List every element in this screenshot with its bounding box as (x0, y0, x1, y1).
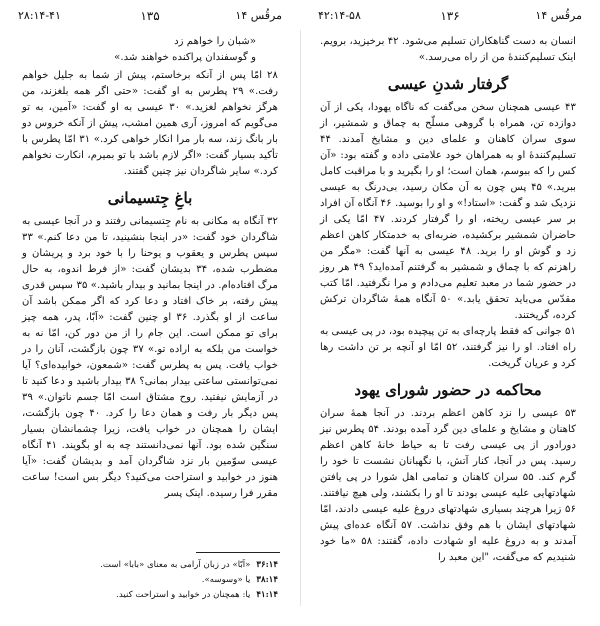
footnote-text: یا: همچنان در خوابید و استراحت کنید. (116, 590, 251, 600)
footnote-ref: ۳۸:۱۴ (256, 575, 278, 585)
paragraph: ۲۸ امّا پس از آنکه برخاستم، پیش از شما به جلیل خواهم رفت.» ۲۹ پطرس به او گفت: «حتی اگر همه بلغزند، من هرگز نخواهم لغزید.» ۳۰ عیسی به او گفت: «آمین، به تو می‌گویم که امروز، آری همین امشب، پیش از آنکه خروس دو بار بانگ زند، سه بار مرا انکار خواهی کرد.» ۳۱ امّا پطرس با تأکید بسیار گفت: «اگر لازم باشد با تو بمیرم، انکارت نخواهم کرد.» سایر شاگردان نیز چنین گفتند. (22, 70, 279, 177)
quoted-poem (22, 34, 278, 66)
footnote (22, 588, 278, 603)
footnote (22, 573, 278, 588)
left-running-head (18, 7, 282, 27)
paragraph: ۴۳ عیسی همچنان سخن می‌گفت که ناگاه یهودا، یکی از آن دوازده تن، همراه با گروهی مسلّح به چماق و شمشیر، از سوی سران کاهنان و علمای دین و مشایخ آمدند. ۴۴ تسلیم‌کنندهٔ او به همراهان خود علامتی داده و گفته بود: «آن کس را که ببوسم، همان است؛ او را بگیرید و با مراقبت کامل ببرید.» ۴۵ پس چون به آن مکان رسید، بی‌درنگ به عیسی نزدیک شد و گفت: «استاد!» و او را بوسید. ۴۶ آنگاه آن افراد بر سر عیسی ریخته، او را گرفتار کردند. ۴۷ امّا یکی از حاضران شمشیر برکشیده، ضربه‌ای به خدمتکار کاهن اعظم زد و گوش او را برید. ۴۸ عیسی به آنها گفت: «مگر من راهزنم که با چماق و شمشیر به گرفتنم آمده‌اید؟ ۴۹ هر روز در حضور شما در معبد تعلیم می‌دادم و مرا نگرفتید. امّا کتب مقدّس می‌باید تحقق یابد.» ۵۰ آنگاه همهٔ شاگردان ترکش کرده، گریختند. (320, 102, 577, 321)
footnotes (22, 558, 278, 603)
right-header-title: مرقُس ۱۴ (535, 9, 582, 22)
paragraph: ۳۲ آنگاه به مکانی به نام جِتسیمانی رفتند و در آنجا عیسی به شاگردان خود گفت: «در اینجا بنشینید، تا من دعا کنم.» ۳۳ سپس پطرس و یعقوب و یوحنا را با خود برد و پریشان و مضطرب شده، ۳۴ بدیشان گفت: «از فرط اندوه، به حال مرگ افتاده‌ام. در اینجا بمانید و بیدار باشید.» ۳۵ سپس قدری پیش رفته، بر خاک افتاد و دعا کرد که اگر ممکن باشد آن ساعت از او بگذرد. ۳۶ او چنین گفت: «اَبّا، پدر، همه چیز برای تو ممکن است. این جام را از من دور کن، امّا نه به خواست من بلکه به اراده تو.» ۳۷ چون بازگشت، آنان را در خواب یافت. پس به پطرس گفت: «شمعون، خوابیده‌ای؟ آیا نمی‌توانستی ساعتی بیدار بمانی؟ ۳۸ بیدار باشید و دعا کنید تا در آزمایش نیفتید. روح مشتاق است امّا جسم ناتوان.» ۳۹ پس دیگر بار رفت و همان دعا را کرد. ۴۰ چون بازگشت، ایشان را همچنان در خواب یافت، زیرا چشمانشان بسیار سنگین شده بود. آنها نمی‌دانستند چه به او بگویند. ۴۱ آنگاه عیسی سوّمین بار نزد شاگردان آمد و بدیشان گفت: «آیا هنوز در خوابید و استراحت می‌کنید؟ دیگر بس است! ساعت مقرر فرا رسیده. اینک پسر (22, 216, 278, 499)
left-header-title: مرقُس ۱۴ (235, 9, 282, 22)
footnote-text: «اَبّا» در زبان آرامی به معنای «بابا» است. (100, 560, 251, 570)
paragraph: ۵۳ عیسی را نزد کاهن اعظم بردند. در آنجا همهٔ سران کاهنان و مشایخ و علمای دین گرد آمده بودند. ۵۴ پطرس نیز دورادور از پی عیسی رفت تا به حیاط خانهٔ کاهن اعظم رسید. پس در آنجا، کنار آتش، با نگهبانان نشست تا خود را گرم کند. ۵۵ سران کاهنان و تمامی اهل شورا در پی یافتن شهادتهایی علیه عیسی بودند تا او را بکشند، ولی هیچ نیافتند. ۵۶ زیرا هرچند بسیاری شهادتهای دروغ علیه عیسی دادند، امّا شهادتهای ایشان با هم وفق نداشت. ۵۷ آنگاه عده‌ای پیش آمدند و به دروغ علیه او شهادت داده، گفتند: ۵۸ «ما خود شنیدیم که می‌گفت، "این معبد را (320, 408, 577, 563)
section-heading: گرفتار شدنِ عیسی (387, 75, 509, 93)
footnote-rule (196, 552, 280, 553)
right-text-column (320, 34, 576, 566)
right-header-reference: ۴۲:۱۴-۵۸ (318, 9, 361, 22)
paragraph: انسان به دست گناهکاران تسلیم می‌شود. ۴۲ برخیزید، برویم. اینک تسلیم‌کنندهٔ من از راه می‌رسد.» (320, 36, 576, 63)
poem-line: و گوسفندان پراکنده خواهند شد.» (114, 52, 256, 63)
paragraph: ۵۱ جوانی که فقط پارچه‌ای به تن پیچیده بود، در پی عیسی به راه افتاد. او را نیز گرفتند، ۵۲ امّا او آنچه بر تن داشت رها کرد و عریان گریخت. (320, 326, 576, 369)
right-page (300, 0, 600, 626)
poem-line: «شبان را خواهم زد (174, 36, 256, 47)
section-heading: باغِ جِتسیمانی (107, 189, 193, 207)
section-heading: محاکمه در حضور شورای یهود (354, 381, 542, 399)
footnote (22, 558, 278, 573)
footnote-ref: ۳۶:۱۴ (256, 560, 278, 570)
right-running-head (318, 7, 582, 27)
footnote-text: یا «وسوسه». (201, 575, 251, 585)
right-page-number: ۱۳۶ (440, 9, 460, 23)
left-text-column (22, 34, 278, 502)
footnote-ref: ۴۱:۱۴ (256, 590, 278, 600)
left-header-reference: ۲۸:۱۴-۴۱ (18, 9, 61, 22)
left-page-number: ۱۳۵ (140, 9, 160, 23)
